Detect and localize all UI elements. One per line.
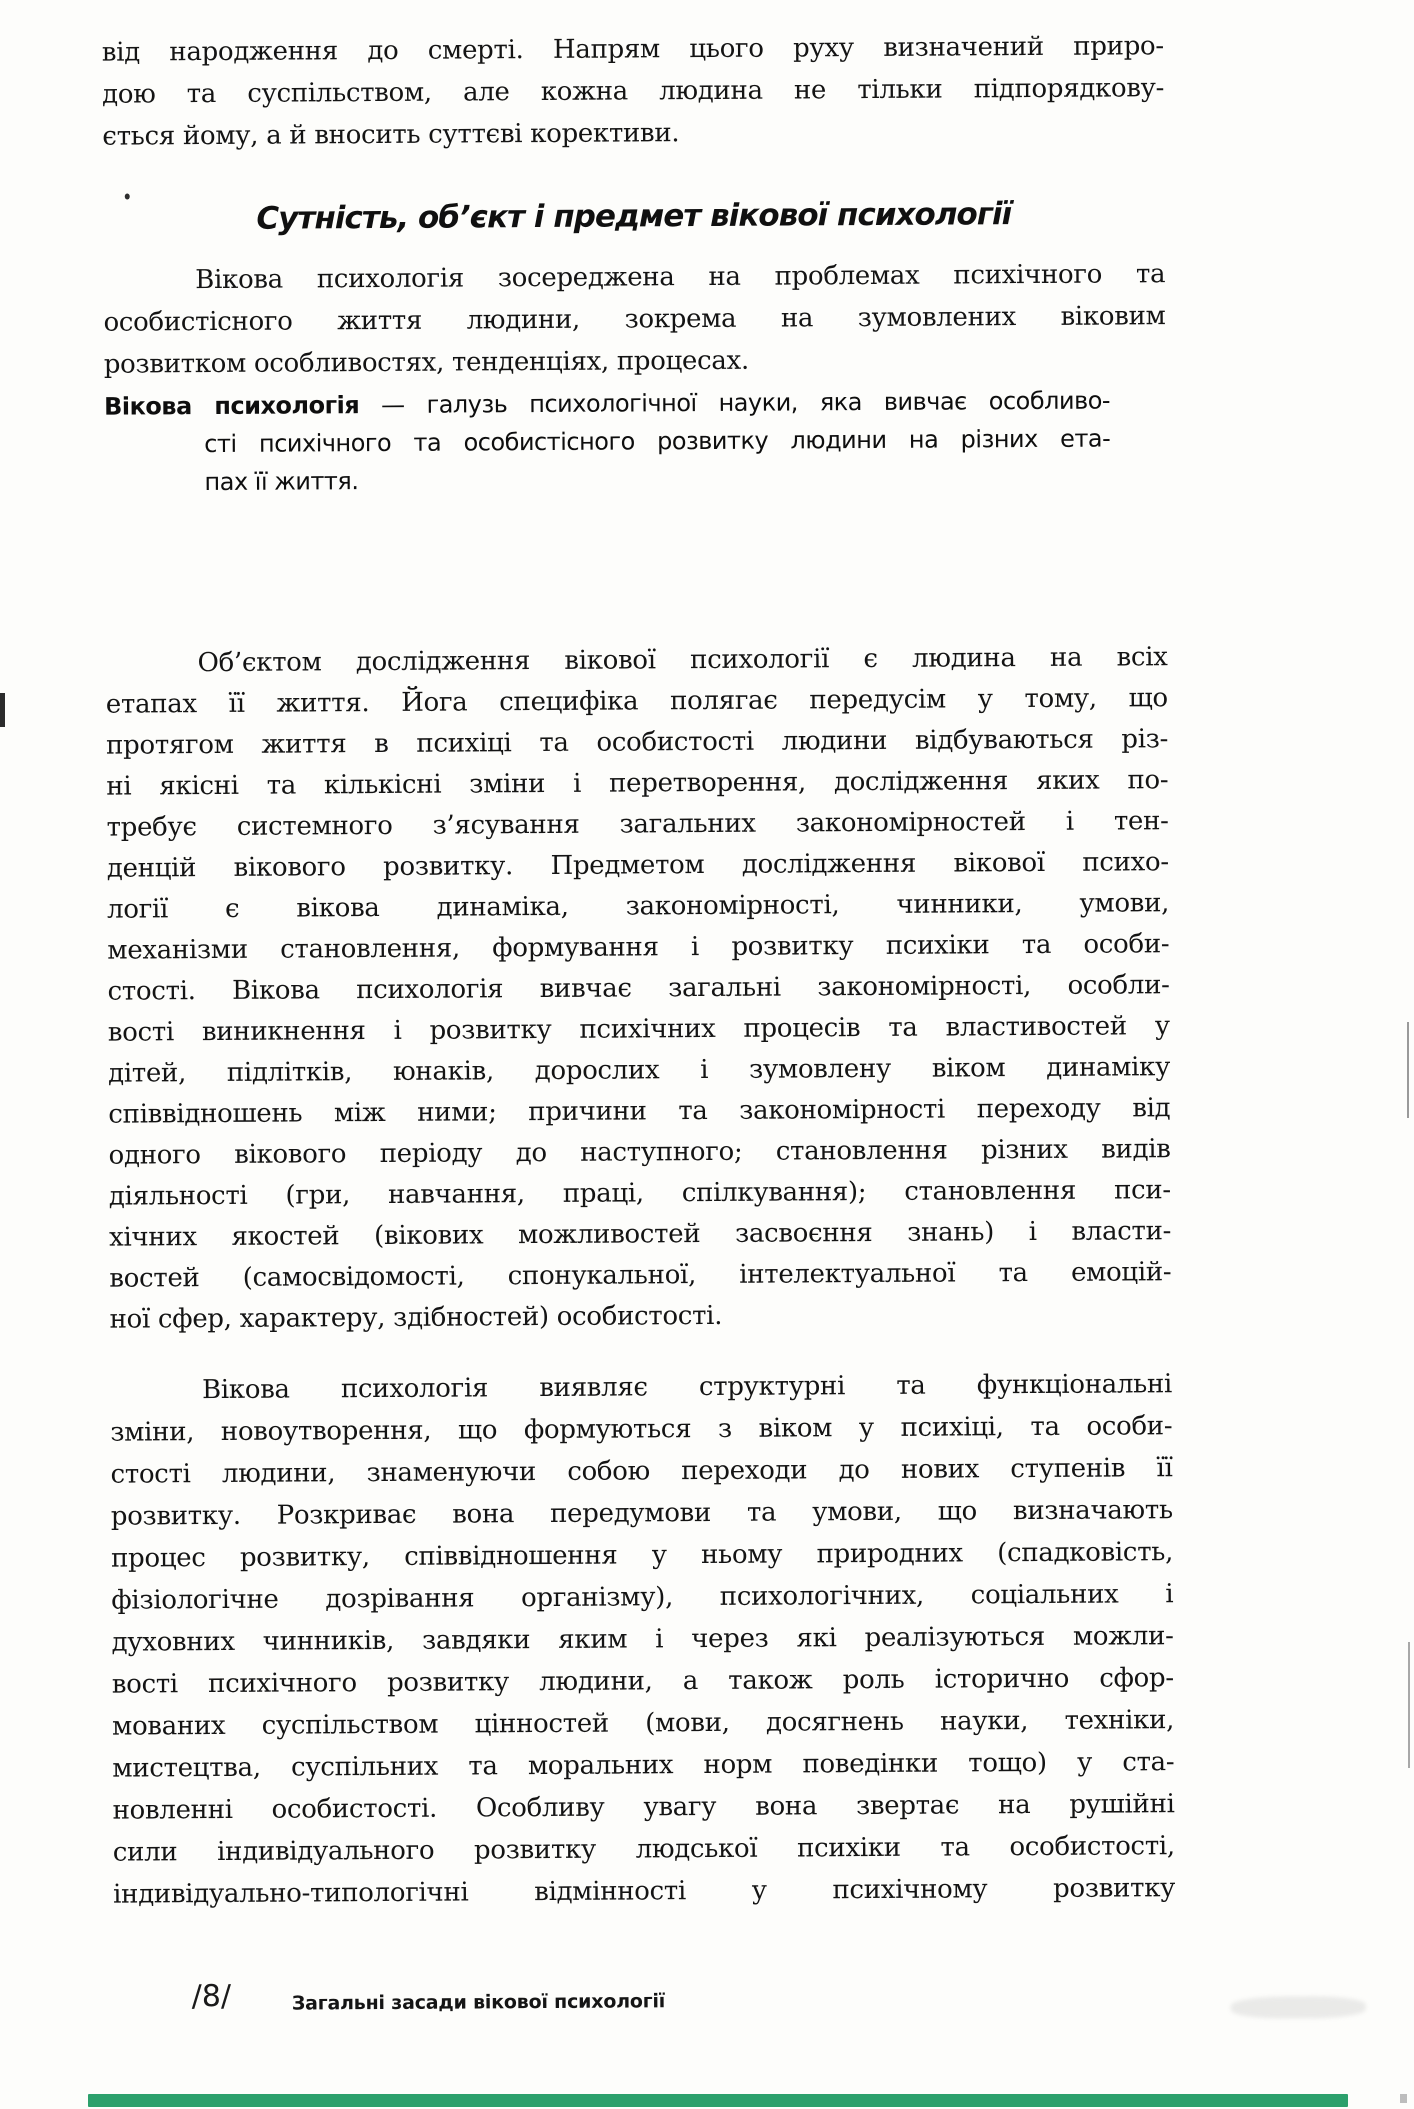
text-line: мистецтва, суспільних та моральних норм поведінки тощо) у ста- [112, 1747, 1175, 1784]
structural-changes-paragraph [110, 1363, 1175, 1915]
bottom-accent-bar [88, 2094, 1348, 2107]
text-line: стості. Вікова психологія вивчає загальні закономірності, особли- [107, 970, 1170, 1007]
text-line: особистісного життя людини, зокрема на зумовлених віковим [103, 301, 1166, 338]
definition-continuation [104, 420, 1110, 502]
text-line: одного вікового періоду до наступного; становлення різних видів [108, 1134, 1171, 1171]
text-line: денцій вікового розвитку. Предметом дослідження вікової психо- [106, 847, 1169, 884]
definition-term: Вікова психологія [103, 391, 360, 421]
text-line: ної сфер, характеру, здібностей) особистості. [109, 1300, 723, 1335]
text-line: від народження до смерті. Напрям цього руху визначений приро- [101, 31, 1164, 68]
ink-dot-artifact [125, 194, 130, 200]
text-line: протягом життя в психіці та особистості людини відбуваються різ- [106, 724, 1169, 761]
text-line: хічних якостей (вікових можливостей засвоєння знань) і власти- [109, 1216, 1172, 1253]
text-line: ні якісні та кількісні зміни і перетворення, дослідження яких по- [106, 765, 1169, 802]
text-line: механізми становлення, формування і розвитку психіки та особи- [107, 929, 1170, 966]
text-line: требує системного з’ясування загальних закономірностей і тен- [106, 806, 1169, 843]
text-line: ється йому, а й вносить суттєві корективи. [102, 118, 680, 152]
text-line: процес розвитку, співвідношення у ньому природних (спадковість, [110, 1537, 1174, 1574]
footer-chapter-title: Загальні засади вікової психології [291, 1990, 666, 2015]
definition-block [104, 382, 1111, 502]
text-line: вості виникнення і розвитку психічних процесів та властивостей у [107, 1011, 1170, 1048]
text-line: Вікова психологія зосереджена на проблемах психічного та [195, 259, 1166, 296]
text-line: пах її життя. [204, 467, 359, 497]
text-line: новленні особистості. Особливу увагу вона звертає на рушійні [112, 1789, 1175, 1826]
text-line: стості людини, знаменуючи собою переходи до нових ступенів її [110, 1453, 1173, 1490]
definition-first-line [104, 382, 1110, 426]
text-line: розвитком особливостях, тенденціях, процесах. [103, 345, 749, 380]
text-line: вості психічного розвитку людини, а також роль історично сфор- [111, 1663, 1174, 1700]
scan-smudge-artifact [1231, 1996, 1366, 2019]
page-number: /8/ [191, 1978, 232, 2015]
text-line: фізіологічне дозрівання організму), психологічних, соціальних і [111, 1579, 1174, 1616]
section-heading: Сутність, об’єкт і предмет вікової психології [256, 196, 1012, 237]
text-line: мованих суспільством цінностей (мови, досягнень науки, техніки, [112, 1705, 1175, 1742]
text-line: сті психічного та особистісного розвитку людини на різних ета- [204, 424, 1111, 459]
text-line: логії є вікова динаміка, закономірності, чинники, умови, [107, 888, 1170, 925]
text-line: розвитку. Розкриває вона передумови та умови, що визначають [110, 1495, 1173, 1532]
text-line: сили індивідуального розвитку людської психіки та особистості, [112, 1831, 1175, 1868]
text-line: духовних чинників, завдяки яким і через які реалізуються можли- [111, 1621, 1174, 1658]
text-line: діяльності (гри, навчання, праці, спілкування); становлення пси- [108, 1175, 1171, 1212]
definition-term-rest: — галузь психологічної науки, яка вивчає особливо- [359, 386, 1111, 420]
text-line: співвідношень між ними; причини та закономірності переходу від [108, 1093, 1171, 1130]
text-line: дою та суспільством, але кожна людина не тільки підпорядкову- [102, 73, 1165, 110]
text-line: дітей, підлітків, юнаків, дорослих і зумовлену віком динаміку [108, 1052, 1171, 1089]
text-line: востей (самосвідомості, спонукальної, інтелектуальної та емоцій- [109, 1257, 1172, 1294]
object-subject-paragraph [105, 637, 1171, 1340]
text-line: зміни, новоутворення, що формуються з віком у психіці, та особи- [110, 1411, 1173, 1448]
intro-paragraph [103, 253, 1166, 385]
text-line: Вікова психологія виявляє структурні та функціональні [201, 1369, 1173, 1406]
continuation-paragraph [102, 25, 1165, 157]
text-line: етапах її життя. Йога специфіка полягає передусім у тому, що [105, 683, 1168, 720]
text-line: індивідуально-типологічні відмінності у психічному розвитку [113, 1873, 1176, 1910]
text-line: Об’єктом дослідження вікової психології є людина на всіх [197, 642, 1168, 679]
